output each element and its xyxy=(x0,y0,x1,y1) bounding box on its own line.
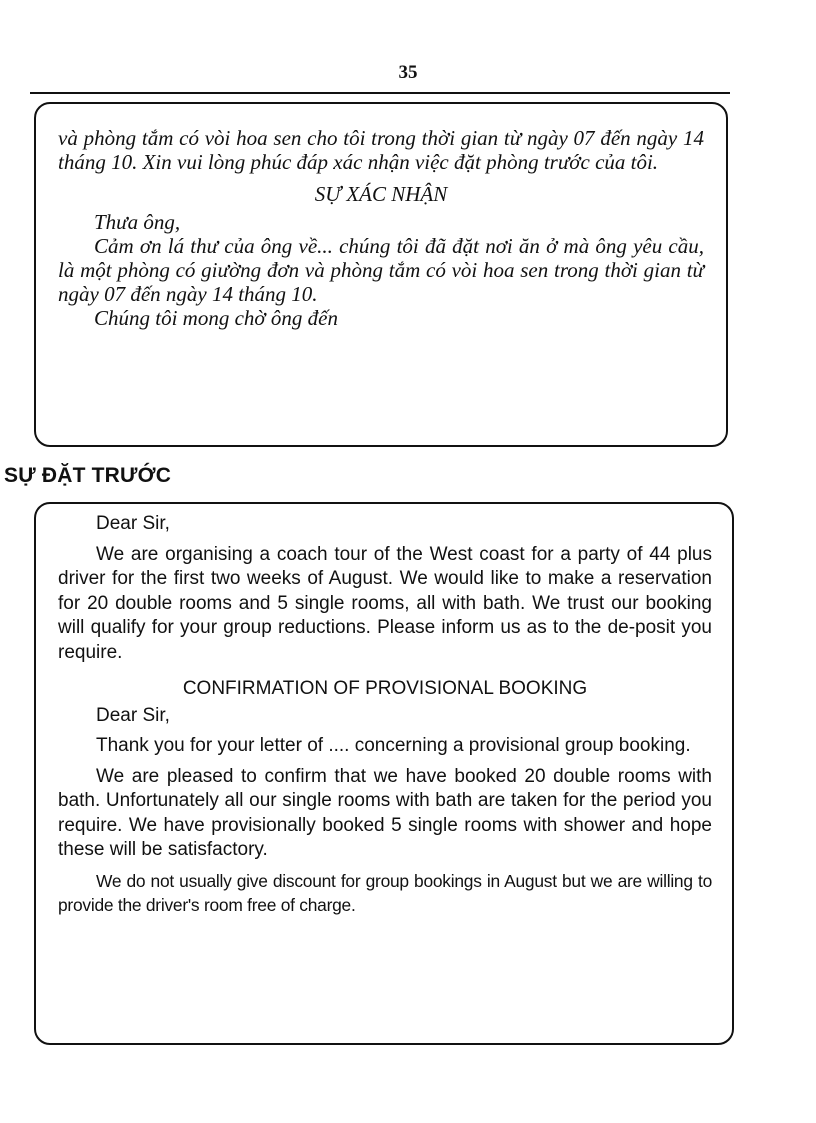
header-rule xyxy=(30,92,730,94)
confirmation-paragraph: We are pleased to confirm that we have booked 20 double rooms with bath. Unfortunately all our single rooms with bath are taken for the period you require. We have provisionally booked 5 single rooms with shower and hope these will be satisfactory. xyxy=(58,765,712,860)
discount-paragraph: We do not usually give discount for group bookings in August but we are willing to provide the driver's room free of charge. xyxy=(58,870,712,915)
thanks-paragraph: Thank you for your letter of .... concerning a provisional group booking. xyxy=(96,735,691,756)
confirmation-title-vi: SỰ XÁC NHẬN xyxy=(314,182,448,206)
booking-request-paragraph: We are organising a coach tour of the West coast for a party of 44 plus driver for the first two weeks of August. We would like to make a reservation for 20 double rooms and 5 single rooms, all with bath. We trust our booking will qualify for your group reductions. Please inform us as to the de-posit you require. xyxy=(58,543,712,663)
salutation-en-2: Dear Sir, xyxy=(96,704,170,726)
confirmation-title-en: CONFIRMATION OF PROVISIONAL BOOKING xyxy=(182,678,588,699)
vietnamese-letter-box xyxy=(34,102,728,447)
confirmation-body-vi: Cảm ơn lá thư của ông về... chúng tôi đã đặt nơi ăn ở mà ông yêu cầu, là một phòng có giường đơn và phòng tắm có vòi hoa sen trong thời gian từ ngày 07 đến ngày 14 tháng 10. xyxy=(58,234,704,306)
letter-continuation: và phòng tắm có vòi hoa sen cho tôi trong thời gian từ ngày 07 đến ngày 14 tháng 10. Xin vui lòng phúc đáp xác nhận việc đặt phòng trước của tôi. xyxy=(58,126,704,174)
section-heading: SỰ ĐẶT TRƯỚC xyxy=(4,464,172,487)
page-number: 35 xyxy=(398,62,418,83)
salutation-vi: Thưa ông, xyxy=(94,210,181,234)
english-letter-box xyxy=(34,502,734,1045)
salutation-en-1: Dear Sir, xyxy=(96,513,170,534)
closing-vi: Chúng tôi mong chờ ông đến xyxy=(94,306,338,330)
